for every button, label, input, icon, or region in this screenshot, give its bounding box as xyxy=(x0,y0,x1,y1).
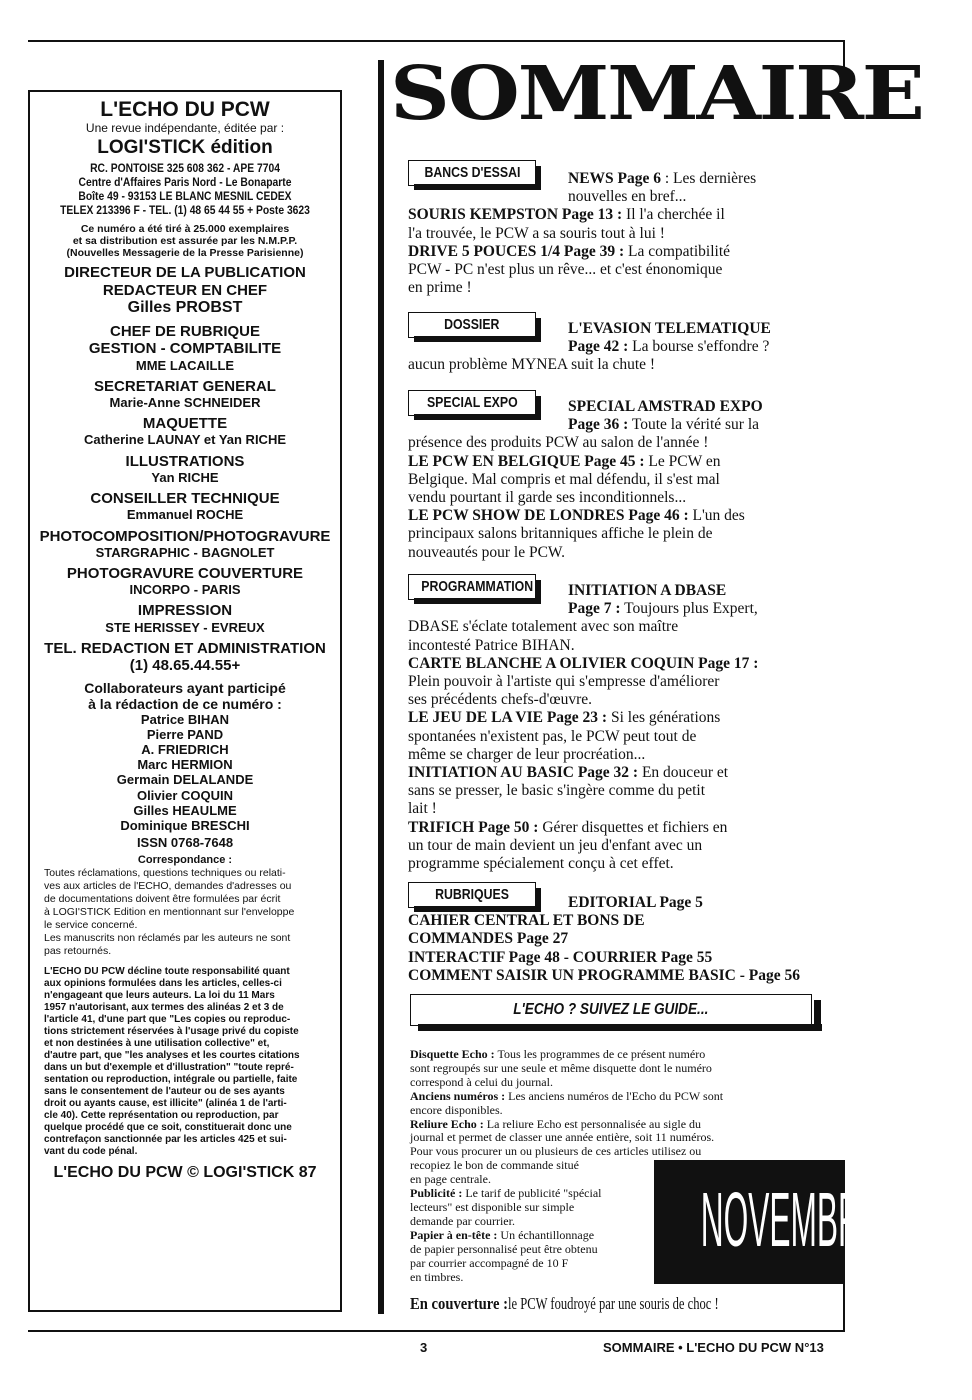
text-run: Si les générations xyxy=(607,709,721,727)
bold-run: CARTE BLANCHE A OLIVIER COQUIN Page 17 : xyxy=(408,654,759,672)
text-run: nouveautés pour le PCW. xyxy=(408,543,565,561)
text-line: n'engageant que leurs auteurs. La loi du 11 Mars xyxy=(44,989,275,1001)
credit-role: IMPRESSION xyxy=(137,602,233,620)
text-run: Il l'a cherchée il xyxy=(622,206,725,224)
credit-name: Marie-Anne SCHNEIDER xyxy=(109,395,261,411)
text-line xyxy=(408,764,810,782)
collaborator-name: Patrice BIHAN xyxy=(140,712,230,728)
text-line: le service concerné. xyxy=(44,918,138,931)
text-run: Le tarif de publicité "spécial xyxy=(462,1186,602,1201)
text-line: 1957 n'autorisant, aux termes des alinéas 2 et 3 de xyxy=(44,1001,284,1013)
text-line xyxy=(410,1090,820,1104)
text-run: correspond à celui du journal. xyxy=(410,1074,553,1089)
text-run: sans se presser, le basic s'ingère comme du petit xyxy=(408,782,706,800)
cover-caption xyxy=(410,1294,809,1314)
text-run: Tous les programmes de ce présent numéro xyxy=(494,1047,706,1061)
text-line xyxy=(408,618,810,636)
column-divider xyxy=(378,60,384,1314)
text-line xyxy=(410,1048,820,1062)
bold-run: NEWS Page 6 xyxy=(568,170,661,187)
text-line: cle 40). Cette représentation ou reproduction, par xyxy=(44,1109,279,1121)
text-run: Pour vous procurer un ou plusieurs de ces articles utilisez ou xyxy=(410,1144,702,1159)
section-tag-label: SPECIAL EXPO xyxy=(426,394,518,411)
cover-text: le PCW foudroyé par une souris de choc ! xyxy=(507,1294,719,1313)
address-block xyxy=(30,162,340,218)
address-line: RC. PONTOISE 325 608 362 - APE 7704 xyxy=(90,161,280,176)
collaborator-name: Gilles HEAULME xyxy=(133,802,237,818)
text-line xyxy=(408,746,810,764)
text-run: Les anciens numéros de l'Echo du PCW sont xyxy=(505,1088,724,1103)
text-run: présence des produits PCW au salon de l'année ! xyxy=(408,434,709,452)
text-line: sentation ou reproduction, intégrale ou partielle, faite xyxy=(44,1073,298,1085)
credit-name: Emmanuel ROCHE xyxy=(126,507,244,523)
section-tag xyxy=(408,574,538,604)
page-title: SOMMAIRE xyxy=(390,51,923,137)
correspondance-text xyxy=(30,867,340,958)
text-run: encore disponibles. xyxy=(410,1102,503,1117)
text-line: quelque procédé que ce soit, constituerait donc une xyxy=(44,1121,292,1133)
bold-run: INITIATION A DBASE xyxy=(568,582,727,599)
credit-role: SECRETARIAT GENERAL xyxy=(94,377,276,395)
text-run: en prime ! xyxy=(408,279,472,297)
bold-run: Page 36 : xyxy=(568,416,629,434)
credit-role: REDACTEUR EN CHEF xyxy=(102,281,268,299)
text-line: et non destinées à une utilisation collective" et, xyxy=(44,1037,270,1049)
credit-name: STE HERISSEY - EVREUX xyxy=(105,619,265,635)
text-line xyxy=(408,837,810,855)
text-run: L'un des xyxy=(688,507,745,525)
cover-label: En couverture : xyxy=(410,1294,508,1313)
text-line xyxy=(408,489,810,507)
text-line xyxy=(410,1062,820,1076)
tel-number: (1) 48.65.44.55+ xyxy=(129,657,241,675)
masthead-publisher: LOGI'STICK édition xyxy=(97,137,273,159)
credit-role: TEL. REDACTION ET ADMINISTRATION xyxy=(44,639,326,657)
text-run: PCW - PC n'est plus un rêve... et c'est énonomique xyxy=(408,261,723,279)
text-line: de documentations doivent être formulées par écrit xyxy=(44,892,281,905)
bold-run: Papier à en-tête : xyxy=(410,1227,498,1242)
text-line: L'ECHO DU PCW décline toute responsabilité quant xyxy=(44,965,290,977)
text-line: ves aux articles de l'ECHO, demandes d'adresses ou xyxy=(44,879,292,892)
text-line xyxy=(408,544,810,562)
section-rubriques xyxy=(408,882,810,985)
section-programmation xyxy=(408,574,810,873)
text-run: ses précédents chefs-d'œuvre. xyxy=(408,691,592,709)
section-special-expo xyxy=(408,390,810,562)
text-line xyxy=(408,434,810,452)
credit-role: PHOTOGRAVURE COUVERTURE xyxy=(66,564,304,582)
section-bancs-essai xyxy=(408,160,810,297)
credit-name: Yan RICHE xyxy=(151,469,219,485)
collaborator-name: Pierre PAND xyxy=(146,727,224,743)
text-run: Toujours plus Expert, xyxy=(620,600,758,618)
top-rule xyxy=(28,40,844,42)
text-line: d'autre part, que "les analyses et les courtes citations xyxy=(44,1049,300,1061)
bold-run: SPECIAL AMSTRAD EXPO xyxy=(568,398,763,415)
bold-run: INTERACTIF Page 48 - COURRIER Page 55 xyxy=(408,948,713,966)
section-tag-label: RUBRIQUES xyxy=(435,886,509,903)
collab-title: Collaborateurs ayant participé xyxy=(84,679,286,696)
text-line xyxy=(408,819,810,837)
text-line xyxy=(408,728,810,746)
text-line: tions strictement réservées à l'usage privé du copiste xyxy=(44,1025,299,1037)
text-run: demande par courrier. xyxy=(410,1213,515,1228)
credit-name: MME LACAILLE xyxy=(135,357,235,373)
bold-run: SOURIS KEMPSTON Page 13 : xyxy=(408,206,623,224)
text-run: Plein pouvoir à l'artiste qui s'empresse d'améliorer xyxy=(408,673,720,691)
text-run: La reliure Echo est personnalisée au sigle du xyxy=(483,1116,702,1131)
text-run: même se charger de leur procréation... xyxy=(408,745,646,763)
text-run: principaux salons britanniques affiche le plein de xyxy=(408,525,713,543)
text-run: en timbres. xyxy=(410,1269,464,1284)
section-lines xyxy=(408,574,810,873)
text-line: aux opinions formulées dans les articles, celles-ci xyxy=(44,977,282,989)
credit-role: GESTION - COMPTABILITE xyxy=(88,340,282,358)
guide-title: L'ECHO ? SUIVEZ LE GUIDE... xyxy=(513,1001,709,1018)
collaborator-name: Marc HERMION xyxy=(137,757,233,773)
credit-name: STARGRAPHIC - BAGNOLET xyxy=(95,544,275,560)
credit-role: ILLUSTRATIONS xyxy=(125,452,245,470)
bold-run: Reliure Echo : xyxy=(410,1116,484,1131)
text-line xyxy=(408,912,810,930)
section-tag-label: PROGRAMMATION xyxy=(421,578,534,595)
text-line xyxy=(408,967,810,985)
text-line xyxy=(408,800,810,818)
text-line: pas retournés. xyxy=(44,944,112,957)
text-line: contrefaçon sanctionnée par les articles 425 et sui- xyxy=(44,1133,287,1145)
text-line xyxy=(408,206,810,224)
address-line: TELEX 213396 F - TEL. (1) 48 65 44 55 + Poste 3623 xyxy=(60,203,310,218)
text-line xyxy=(408,949,810,967)
text-run: journal et permet de classer une année entière, soit 11 numéros. xyxy=(410,1130,715,1145)
text-run: de papier personnalisé peut être obtenu xyxy=(410,1241,598,1256)
print-line: (Nouvelles Messagerie de la Presse Parisienne) xyxy=(66,247,304,260)
text-line xyxy=(408,225,810,243)
text-line xyxy=(408,637,810,655)
masthead-footer: L'ECHO DU PCW © LOGI'STICK 87 xyxy=(53,1163,317,1181)
text-run: lecteurs" est disponible sur simple xyxy=(410,1199,575,1214)
credit-role: DIRECTEUR DE LA PUBLICATION xyxy=(64,264,306,282)
bold-run: INITIATION AU BASIC Page 32 : xyxy=(408,764,639,782)
section-dossier xyxy=(408,312,810,375)
text-line xyxy=(408,261,810,279)
legal-text xyxy=(30,966,340,1158)
text-run: par courrier accompagné de 10 F xyxy=(410,1255,569,1270)
text-run: l'a trouvée, le PCW a sa souris tout à lui ! xyxy=(408,224,665,242)
print-line: Ce numéro a été tiré à 25.000 exemplaires xyxy=(80,222,290,235)
bold-run: Anciens numéros : xyxy=(410,1088,506,1103)
text-line xyxy=(408,655,810,673)
running-footer: SOMMAIRE • L'ECHO DU PCW N°13 xyxy=(603,1340,824,1355)
text-line xyxy=(408,709,810,727)
collaborator-name: Germain DELALANDE xyxy=(116,772,254,788)
text-run: lait ! xyxy=(408,800,437,818)
bold-run: LE PCW EN BELGIQUE Page 45 : xyxy=(408,452,645,470)
text-line: droit ou ayants cause, est illicite" (alinéa 1 de l'arti- xyxy=(44,1097,287,1109)
collaborator-name: A. FRIEDRICH xyxy=(141,742,229,758)
collab-title: à la rédaction de ce numéro : xyxy=(88,695,282,712)
bold-run: EDITORIAL Page 5 xyxy=(568,894,703,911)
bold-run: COMMANDES Page 27 xyxy=(408,930,569,948)
bold-run: TRIFICH Page 50 : xyxy=(408,818,539,836)
collaborator-name: Dominique BRESCHI xyxy=(120,817,250,833)
text-line: sans le consentement de l'auteur ou de ses ayants xyxy=(44,1085,285,1097)
text-run: La compatibilité xyxy=(624,242,731,260)
text-run: DBASE s'éclate totalement avec son maître xyxy=(408,618,679,636)
section-tag xyxy=(408,390,538,420)
text-run: recopiez le bon de commande situé xyxy=(410,1158,579,1173)
credit-role: CONSEILLER TECHNIQUE xyxy=(90,490,280,508)
text-line xyxy=(408,243,810,261)
page-number: 3 xyxy=(420,1340,428,1355)
text-line xyxy=(408,471,810,489)
text-run: Gérer disquettes et fichiers en xyxy=(538,818,728,836)
section-tag xyxy=(408,160,538,190)
text-line: l'article 41, d'une part que "Les copies ou reproduc- xyxy=(44,1013,291,1025)
bold-run: LE PCW SHOW DE LONDRES Page 46 : xyxy=(408,507,689,525)
text-line xyxy=(408,782,810,800)
address-line: Centre d'Affaires Paris Nord - Le Bonaparte xyxy=(78,175,292,190)
text-run: Le PCW en xyxy=(644,452,721,470)
text-run: en page centrale. xyxy=(410,1172,491,1187)
correspondance-title: Correspondance : xyxy=(137,853,233,866)
text-run: La bourse s'effondre ? xyxy=(628,338,770,356)
section-tag-label: DOSSIER xyxy=(444,316,500,333)
bold-run: Page 7 : xyxy=(568,600,621,618)
credit-role: CHEF DE RUBRIQUE xyxy=(109,322,260,340)
text-line: à LOGI'STICK Edition en mentionnant sur l'enveloppe xyxy=(44,905,295,918)
bold-run: LE JEU DE LA VIE Page 23 : xyxy=(408,709,608,727)
text-run: spontanées n'existent pas, le PCW peut tout de xyxy=(408,727,697,745)
text-run: Toute la vérité sur la xyxy=(628,416,760,434)
print-line: et sa distribution est assurée par les N.M.P.P. xyxy=(72,235,298,248)
text-run: incontesté Patrice BIHAN. xyxy=(408,636,575,654)
collaborators-list xyxy=(30,712,340,833)
bottom-rule xyxy=(28,1330,844,1332)
masthead-title: L'ECHO DU PCW xyxy=(100,98,270,121)
section-tag-label: BANCS D'ESSAI xyxy=(424,164,520,181)
month-block xyxy=(654,1160,883,1284)
bold-run: L'EVASION TELEMATIQUE xyxy=(568,320,771,337)
address-line: Boîte 49 - 93153 LE BLANC MESNIL CEDEX xyxy=(78,189,292,204)
text-run: programme spécialement conçu à cet effet. xyxy=(408,855,674,873)
text-run: En douceur et xyxy=(638,764,729,782)
bold-run: CAHIER CENTRAL ET BONS DE xyxy=(408,912,645,930)
issn: ISSN 0768-7648 xyxy=(136,834,234,850)
text-line xyxy=(408,356,810,374)
bold-run: Disquette Echo : xyxy=(410,1047,495,1061)
text-line xyxy=(408,279,810,297)
bold-run: Page 42 : xyxy=(568,338,629,356)
text-run: vendu pourtant il garde ses inconditionnels... xyxy=(408,489,687,507)
bold-run: Publicité : xyxy=(410,1186,463,1201)
text-line xyxy=(408,188,810,206)
masthead-box xyxy=(28,90,342,1312)
text-line xyxy=(410,1076,820,1090)
text-line xyxy=(408,507,810,525)
credit-name: Gilles PROBST xyxy=(127,299,243,317)
credit-name: INCORPO - PARIS xyxy=(129,582,241,598)
text-run: sont regroupés sur une seule et même disquette dont le numéro xyxy=(410,1060,712,1075)
text-run: Un échantillonnage xyxy=(497,1227,595,1242)
text-line xyxy=(408,453,810,471)
text-run: un tour de main devient un jeu d'enfant avec un xyxy=(408,836,703,854)
text-line: dans un but d'exemple et d'illustration" "toute repré- xyxy=(44,1061,294,1073)
text-line xyxy=(408,525,810,543)
text-line xyxy=(408,855,810,873)
section-tag xyxy=(408,312,538,342)
text-line: vant du code pénal. xyxy=(44,1145,138,1157)
text-line: Les manuscrits non réclamés par les auteurs ne sont xyxy=(44,931,291,944)
masthead-subtitle: Une revue indépendante, éditée par : xyxy=(85,121,285,136)
text-run: nouvelles en bref... xyxy=(568,188,687,206)
credit-role: PHOTOCOMPOSITION/PHOTOGRAVURE xyxy=(39,527,331,545)
text-line xyxy=(408,673,810,691)
text-run: Belgique. Mal compris et mal défendu, il s'est mal xyxy=(408,470,720,488)
bold-run: COMMENT SAISIR UN PROGRAMME BASIC - Page 56 xyxy=(408,966,800,984)
collaborator-name: Olivier COQUIN xyxy=(136,787,234,803)
text-line xyxy=(410,1104,820,1118)
text-run: aucun problème MYNEA suit la chute ! xyxy=(408,356,656,374)
text-line: Toutes réclamations, questions techniques ou relati- xyxy=(44,866,286,879)
text-line xyxy=(408,691,810,709)
credit-role: MAQUETTE xyxy=(142,415,228,433)
month-label: NOVEMBRE xyxy=(700,1178,883,1264)
text-run: : Les dernières xyxy=(661,170,757,187)
bold-run: DRIVE 5 POUCES 1/4 Page 39 : xyxy=(408,242,625,260)
guide-banner xyxy=(410,994,814,1032)
print-run-block xyxy=(30,223,340,260)
credit-name: Catherine LAUNAY et Yan RICHE xyxy=(83,432,287,448)
section-tag xyxy=(408,882,538,912)
text-line xyxy=(408,930,810,948)
